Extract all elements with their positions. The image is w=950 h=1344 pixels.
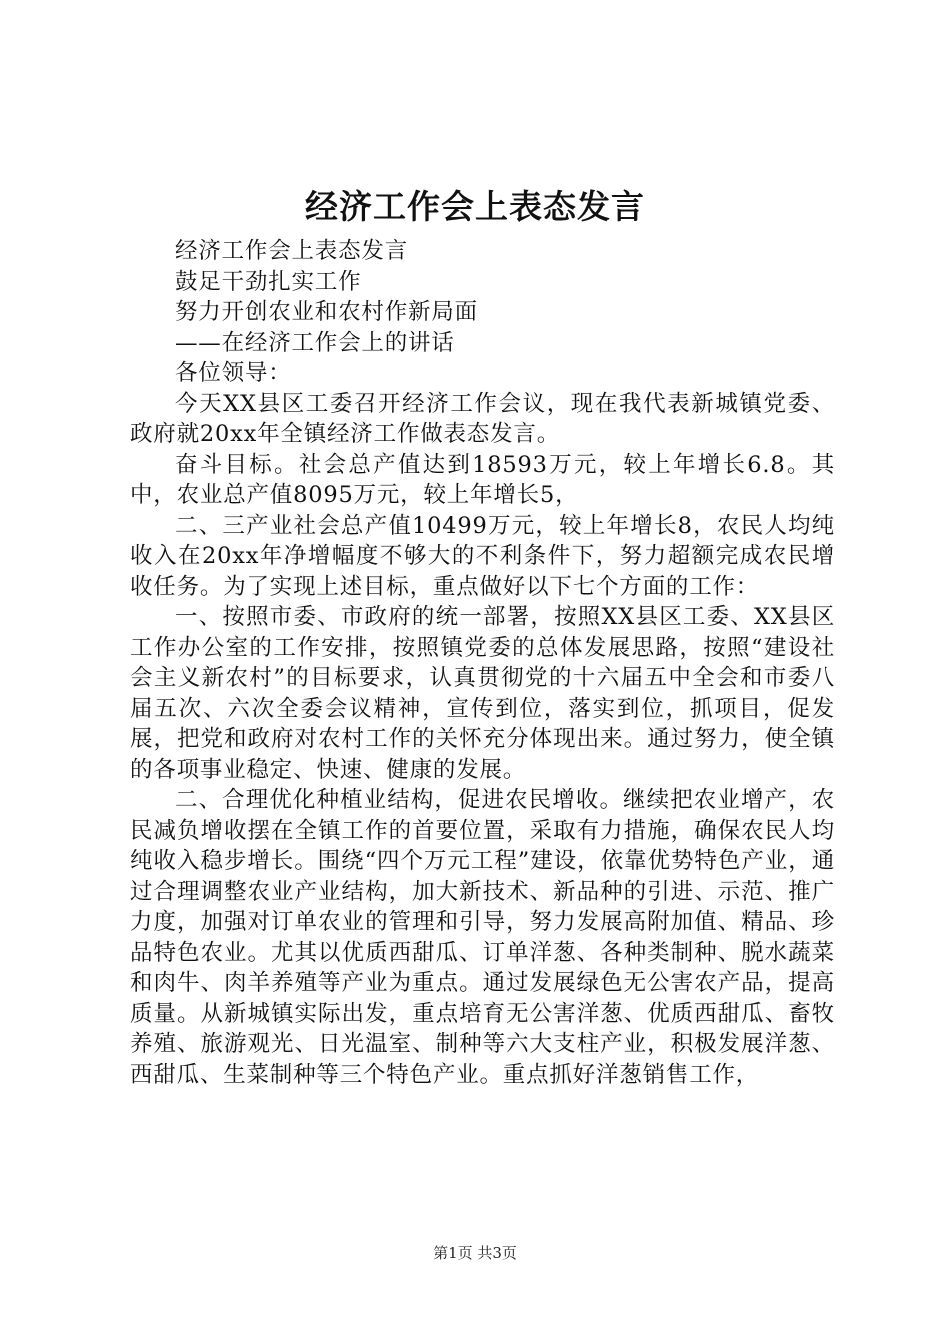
paragraph-subtitle-2: 努力开创农业和农村作新局面 [175, 299, 478, 325]
paragraph-subtitle-3: ——在经济工作会上的讲话 [175, 329, 455, 356]
document-title: 经济工作会上表态发言 [305, 187, 645, 226]
paragraph-subtitle-1: 鼓足干劲扎实工作 [175, 268, 362, 295]
paragraph-section-2: 二、合理优化种植业结构，促进农民增收。继续把农业增产，农民减负增收摆在全镇工作的首要位置，采取有力措施，确保农民人均纯收入稳步增长。围绕“四个万元工程”建设，依靠优势特色产业，通过合理调整农业产业结构，加大新技术、新品种的引进、示范、推广力度，加强对订单农业的管理和引导，努力发展高附加值、精品、珍品特色农业。尤其以优质西甜瓜、订单洋葱、各种类制种、脱水蔬菜和肉牛、肉羊养殖等产业为重点。通过发展绿色无公害农产品，提高质量。从新城镇实际出发，重点培育无公害洋葱、优质西甜瓜、畜牧养殖、旅游观光、日光温室、制种等六大支柱产业，积极发展洋葱、西甜瓜、生菜制种等三个特色产业。重点抓好洋葱销售工作， [130, 787, 835, 1088]
paragraph-intro: 今天XX县区工委召开经济工作会议，现在我代表新城镇党委、政府就20xx年全镇经济工作做表态发言。 [130, 390, 835, 447]
paragraph-output: 二、三产业社会总产值10499万元，较上年增长8，农民人均纯收入在20xx年净增幅度不够大的不利条件下，努力超额完成农民增收任务。为了实现上述目标，重点做好以下七个方面的工作： [130, 512, 835, 600]
paragraph-section-1: 一、按照市委、市政府的统一部署，按照XX县区工委、XX县区工作办公室的工作安排，按照镇党委的总体发展思路，按照“建设社会主义新农村”的目标要求，认真贯彻党的十六届五中全会和市委八届五次、六次全委会议精神，宣传到位，落实到位，抓项目，促发展，把党和政府对农村工作的关怀充分体现出来。通过努力，使全镇的各项事业稳定、快速、健康的发展。 [130, 604, 835, 783]
page-number: 第1页 共3页 [433, 1244, 517, 1262]
paragraph-salutation: 各位领导： [175, 360, 292, 386]
paragraph-heading: 经济工作会上表态发言 [175, 238, 409, 264]
document-body [130, 236, 835, 1090]
paragraph-goal: 奋斗目标。社会总产值达到18593万元，较上年增长6.8。其中，农业总产值8095万元，较上年增长5， [130, 451, 835, 508]
